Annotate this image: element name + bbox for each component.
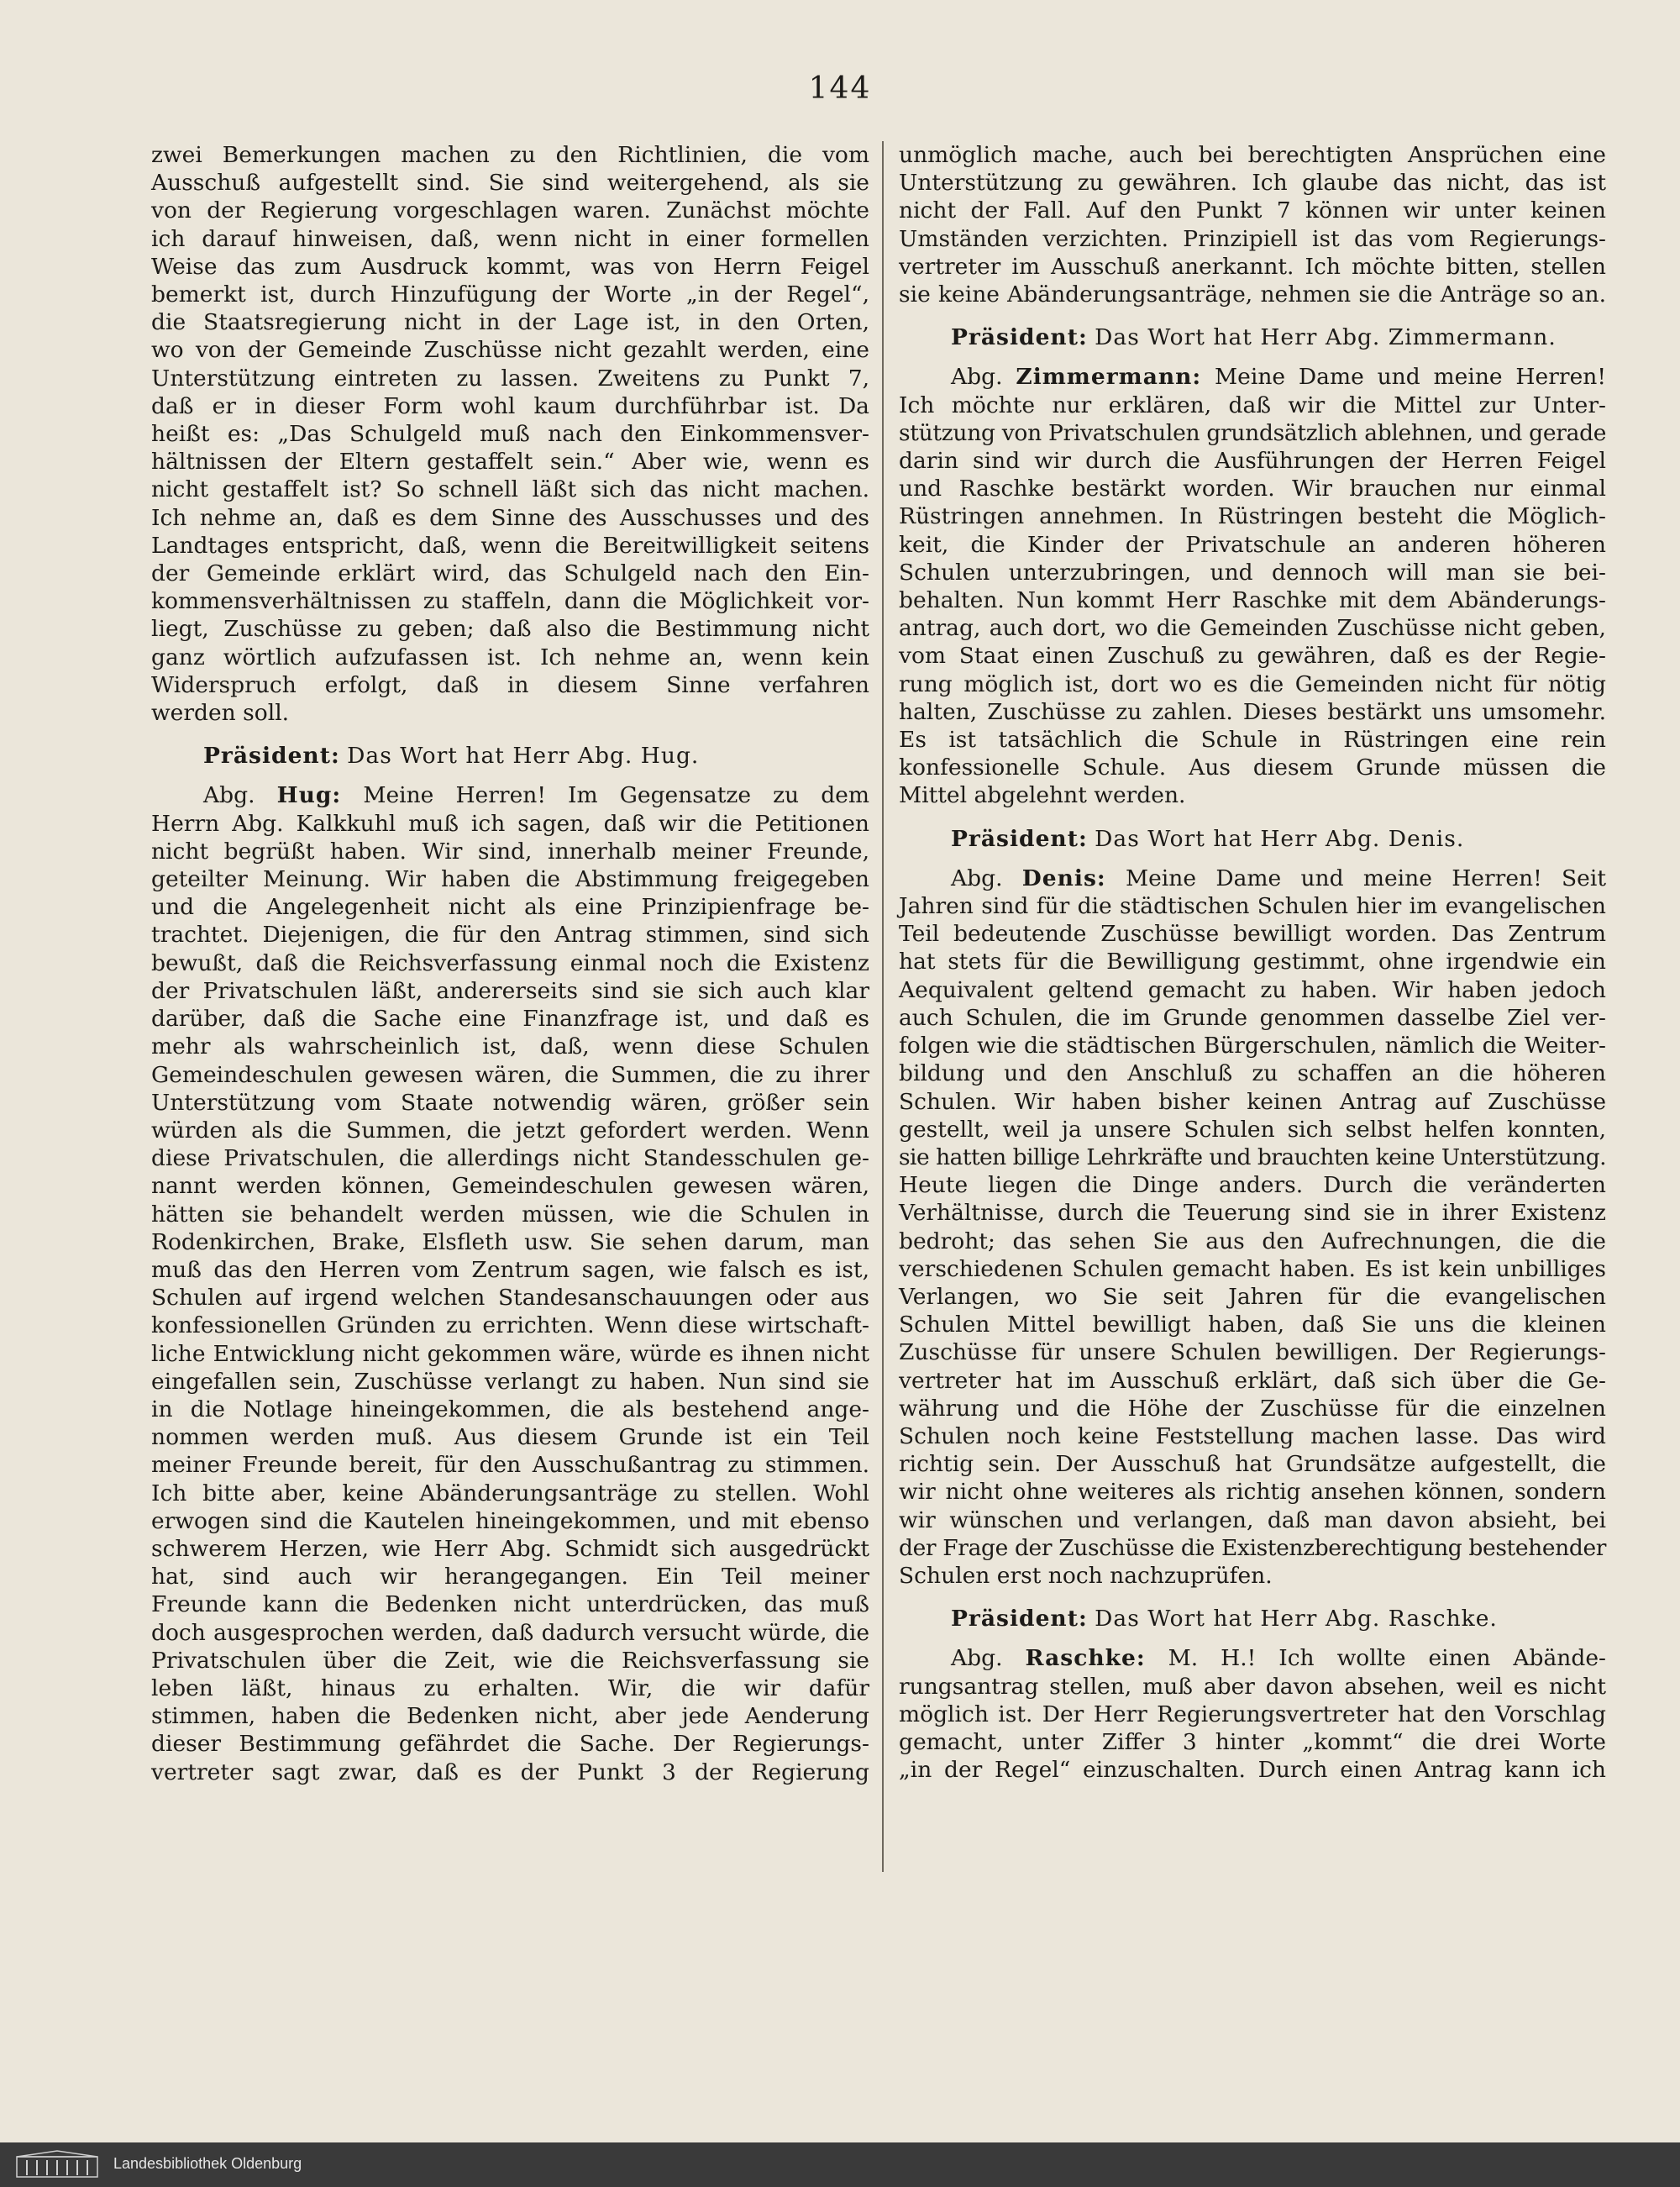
text-line: vertreter hat im Ausschuß erklärt, daß sich über die Ge- — [899, 1367, 1606, 1394]
speaker-heading — [899, 1605, 1606, 1632]
text-line: schwerem Herzen, wie Herr Abg. Schmidt sich ausgedrückt — [151, 1535, 869, 1562]
text-line: daß er in dieser Form wohl kaum durchführbar ist. Da — [151, 392, 869, 419]
text-line: nicht begrüßt haben. Wir sind, innerhalb meiner Freunde, — [151, 838, 869, 865]
text-line: liche Entwicklung nicht gekommen wäre, würde es ihnen nicht — [151, 1340, 869, 1367]
text-line: behalten. Nun kommt Herr Raschke mit dem Abänderungs- — [899, 587, 1606, 614]
text-line: erwogen sind die Kautelen hineingekommen, und mit ebenso — [151, 1507, 869, 1534]
text-line: sie keine Abänderungsanträge, nehmen sie die Anträge so an. — [899, 281, 1606, 308]
text-line: bemerkt ist, durch Hinzufügung der Worte „in der Regel“, — [151, 281, 869, 308]
right-paragraph-4 — [899, 1644, 1606, 1784]
text-line: wir nicht ohne weiteres als richtig ansehen können, sondern — [899, 1479, 1606, 1506]
text-fragment: M. H.! Ich wollte einen Abände- — [1168, 1645, 1606, 1672]
text-line: doch ausgesprochen werden, daß dadurch versucht würde, die — [151, 1619, 869, 1646]
abg-label: Abg. — [951, 1645, 1003, 1672]
text-line: darüber, daß die Sache eine Finanzfrage ist, und daß es — [151, 1006, 869, 1033]
text-line: hätten sie behandelt werden müssen, wie die Schulen in — [151, 1201, 869, 1228]
text-line: Jahren sind für die städtischen Schulen hier im evangelischen — [899, 893, 1606, 920]
right-column — [899, 141, 1606, 1784]
text-line: Verhältnisse, durch die Teuerung sind sie in ihrer Existenz — [899, 1200, 1606, 1227]
text-fragment: Meine Dame und meine Herren! Seit — [1125, 865, 1606, 891]
text-line: konfessionelle Schule. Aus diesem Grunde müssen die — [899, 754, 1606, 781]
text-fragment: Meine Herren! Im Gegensatze zu dem — [363, 782, 869, 809]
text-line: keit, die Kinder der Privatschule an anderen höheren — [899, 531, 1606, 558]
text-line: nicht der Fall. Auf den Punkt 7 können wir unter keinen — [899, 197, 1606, 224]
speaker-heading — [899, 825, 1606, 853]
speaker-name: Zimmermann: — [1016, 364, 1202, 391]
text-line: unmöglich mache, auch bei berechtigten Ansprüchen eine — [899, 142, 1606, 168]
text-line: eingefallen sein, Zuschüsse verlangt zu haben. Nun sind sie — [151, 1368, 869, 1395]
speaker-tag: Präsident: — [951, 1606, 1088, 1632]
text-line: Freunde kann die Bedenken nicht unterdrücken, das muß — [151, 1591, 869, 1618]
text-line: ganz wörtlich aufzufassen ist. Ich nehme an, wenn kein — [151, 644, 869, 670]
text-line: Unterstützung zu gewähren. Ich glaube das nicht, das ist — [899, 170, 1606, 197]
text-line: nannt werden können, Gemeindeschulen gewesen wären, — [151, 1173, 869, 1200]
text-line: meiner Freunde bereit, für den Ausschußantrag zu stimmen. — [151, 1452, 869, 1479]
text-line: vertreter sagt zwar, daß es der Punkt 3 der Regierung — [151, 1759, 869, 1785]
text-line: bedroht; das sehen Sie aus den Aufrechnungen, die die — [899, 1228, 1606, 1254]
text-line: verschiedenen Schulen gemacht haben. Es ist kein unbilliges — [899, 1255, 1606, 1282]
text-line: stützung von Privatschulen grundsätzlich ablehnen, und gerade — [899, 419, 1607, 446]
text-line: Ich bitte aber, keine Abänderungsanträge zu stellen. Wohl — [151, 1480, 869, 1506]
text-line: bildung und den Anschluß zu schaffen an die höheren — [899, 1060, 1606, 1087]
speaker-text: Das Wort hat Herr Abg. Zimmermann. — [1095, 324, 1557, 351]
text-line: währung und die Höhe der Zuschüsse für die einzelnen — [899, 1395, 1606, 1422]
text-line: darin sind wir durch die Ausführungen der Herren Feigel — [899, 448, 1606, 475]
text-line: Landtages entspricht, daß, wenn die Bereitwilligkeit seitens — [151, 532, 869, 559]
text-line: Unterstützung vom Staate notwendig wären, größer sein — [151, 1089, 869, 1116]
text-line: von der Regierung vorgeschlagen waren. Zunächst möchte — [151, 197, 869, 224]
page-number: 144 — [808, 71, 872, 106]
text-line: geteilter Meinung. Wir haben die Abstimmung freigegeben — [151, 866, 869, 893]
text-line: Aequivalent geltend gemacht zu haben. Wir haben jedoch — [899, 976, 1606, 1003]
library-footer — [0, 2142, 1680, 2187]
speaker-tag: Präsident: — [951, 324, 1088, 351]
speaker-text: Das Wort hat Herr Abg. Hug. — [347, 743, 700, 770]
text-line: Unterstützung eintreten zu lassen. Zweitens zu Punkt 7, — [151, 365, 869, 392]
text-line: gemacht, unter Ziffer 3 hinter „kommt“ die drei Worte — [899, 1728, 1606, 1755]
text-line: der Gemeinde erklärt wird, das Schulgeld nach den Ein- — [151, 560, 869, 587]
text-line: möglich ist. Der Herr Regierungsvertreter hat den Vorschlag — [899, 1701, 1606, 1727]
text-line — [899, 865, 1606, 892]
text-line: und Raschke bestärkt worden. Wir brauchen nur einmal — [899, 476, 1606, 502]
text-line: sie hatten billige Lehrkräfte und brauchten keine Unterstützung. — [899, 1143, 1606, 1170]
right-paragraph-3 — [899, 865, 1606, 1590]
text-line: nicht gestaffelt ist? So schnell läßt sich das nicht machen. — [151, 476, 869, 503]
text-line: rung möglich ist, dort wo es die Gemeinden nicht für nötig — [899, 670, 1606, 697]
abg-label: Abg. — [203, 782, 255, 809]
text-line: leben läßt, hinaus zu erhalten. Wir, die wir dafür — [151, 1674, 869, 1701]
left-column — [151, 141, 869, 1786]
speaker-tag: Präsident: — [951, 825, 1088, 852]
text-line: trachtet. Diejenigen, die für den Antrag stimmen, sind sich — [151, 922, 869, 949]
text-line: Ich nehme an, daß es dem Sinne des Ausschusses und des — [151, 504, 869, 531]
text-line: Schulen auf irgend welchen Standesanschauungen oder aus — [151, 1285, 869, 1312]
text-line: Widerspruch erfolgt, daß in diesem Sinne verfahren — [151, 671, 869, 698]
text-line: Schulen noch keine Feststellung machen lasse. Das wird — [899, 1422, 1606, 1449]
text-line: kommensverhältnissen zu staffeln, dann die Möglichkeit vor- — [151, 588, 869, 615]
text-line: Schulen unterzubringen, und dennoch will man sie bei- — [899, 559, 1606, 586]
library-name[interactable]: Landesbibliothek Oldenburg — [113, 2155, 302, 2172]
text-line: hat stets für die Bewilligung gestimmt, ohne irgendwie ein — [899, 949, 1606, 975]
text-line: liegt, Zuschüsse zu geben; daß also die Bestimmung nicht — [151, 616, 869, 643]
text-line: Herrn Abg. Kalkkuhl muß ich sagen, daß wir die Petitionen — [151, 810, 869, 837]
speaker-text: Das Wort hat Herr Abg. Denis. — [1095, 825, 1465, 852]
text-line — [151, 781, 869, 809]
text-line: konfessionellen Gründen zu errichten. Wenn diese wirtschaft- — [151, 1312, 869, 1339]
text-line: Umständen verzichten. Prinzipiell ist das vom Regierungs- — [899, 225, 1606, 252]
speaker-name: Hug: — [276, 782, 342, 809]
text-line: stimmen, haben die Bedenken nicht, aber jede Aenderung — [151, 1703, 869, 1730]
text-line: Ich möchte nur erklären, daß wir die Mittel zur Unter- — [899, 392, 1606, 418]
text-line: „in der Regel“ einzuschalten. Durch einen Antrag kann ich — [899, 1757, 1606, 1784]
text-line: dieser Bestimmung gefährdet die Sache. Der Regierungs- — [151, 1731, 869, 1758]
text-line: in die Notlage hineingekommen, die als bestehend ange- — [151, 1396, 869, 1422]
text-line: Schulen erst noch nachzuprüfen. — [899, 1562, 1273, 1589]
text-line: Rodenkirchen, Brake, Elsfleth usw. Sie sehen darum, man — [151, 1228, 869, 1255]
column-divider — [882, 141, 884, 1872]
text-fragment: Meine Dame und meine Herren! — [1215, 364, 1606, 391]
text-line — [899, 1644, 1606, 1672]
speaker-text: Das Wort hat Herr Abg. Raschke. — [1095, 1606, 1498, 1632]
text-line: vom Staat einen Zuschuß zu gewähren, daß es der Regie- — [899, 643, 1606, 670]
text-line: Heute liegen die Dinge anders. Durch die veränderten — [899, 1172, 1606, 1199]
text-line: nommen werden muß. Aus diesem Grunde ist ein Teil — [151, 1424, 869, 1451]
speaker-name: Denis: — [1021, 865, 1106, 891]
text-line: vertreter im Ausschuß anerkannt. Ich möchte bitten, stellen — [899, 253, 1606, 280]
abg-label: Abg. — [951, 364, 1003, 391]
text-line: folgen wie die städtischen Bürgerschulen, nämlich die Weiter- — [899, 1033, 1606, 1059]
text-line: diese Privatschulen, die allerdings nicht Standesschulen ge- — [151, 1145, 869, 1172]
text-line: Zuschüsse für unsere Schulen bewilligen. Der Regierungs- — [899, 1339, 1606, 1366]
text-line: Privatschulen über die Zeit, wie die Reichsverfassung sie — [151, 1647, 869, 1674]
text-line: und die Angelegenheit nicht als eine Prinzipienfrage be- — [151, 894, 869, 921]
text-line: Verlangen, wo Sie seit Jahren für die evangelischen — [899, 1283, 1606, 1310]
text-line: heißt es: „Das Schulgeld muß nach den Einkommensver- — [151, 421, 869, 448]
text-line: wo von der Gemeinde Zuschüsse nicht gezahlt werden, eine — [151, 337, 869, 364]
text-line: die Staatsregierung nicht in der Lage ist, in den Orten, — [151, 309, 869, 336]
text-line: wir wünschen und verlangen, daß man davon absieht, bei — [899, 1506, 1606, 1533]
text-line: Schulen. Wir haben bisher keinen Antrag auf Zuschüsse — [899, 1088, 1606, 1115]
text-line: Gemeindeschulen gewesen wären, die Summen, die zu ihrer — [151, 1061, 869, 1088]
speaker-name: Raschke: — [1025, 1645, 1146, 1672]
left-paragraph-1 — [151, 141, 869, 727]
right-paragraph-2 — [899, 363, 1606, 809]
text-line: werden soll. — [151, 700, 290, 727]
text-line: richtig sein. Der Ausschuß hat Grundsätze aufgestellt, die — [899, 1451, 1606, 1478]
text-line: Schulen Mittel bewilligt haben, daß Sie uns die kleinen — [899, 1312, 1606, 1338]
text-line: muß das den Herren vom Zentrum sagen, wie falsch es ist, — [151, 1256, 869, 1283]
left-paragraph-2 — [151, 781, 869, 1785]
text-line: Rüstringen annehmen. In Rüstringen besteht die Möglich- — [899, 503, 1606, 530]
text-line: Ausschuß aufgestellt sind. Sie sind weitergehend, als sie — [151, 170, 869, 197]
text-line: Mittel abgelehnt werden. — [899, 782, 1186, 809]
text-line: Teil bedeutende Zuschüsse bewilligt worden. Das Zentrum — [899, 921, 1606, 948]
text-line: hältnissen der Eltern gestaffelt sein.“ Aber wie, wenn es — [151, 449, 869, 476]
text-line: Weise das zum Ausdruck kommt, was von Herrn Feigel — [151, 253, 869, 280]
text-line: rungsantrag stellen, muß aber davon absehen, weil es nicht — [899, 1673, 1606, 1700]
text-line: zwei Bemerkungen machen zu den Richtlinien, die vom — [151, 142, 869, 168]
text-line: hat, sind auch wir herangegangen. Ein Teil meiner — [151, 1564, 869, 1590]
text-line: antrag, auch dort, wo die Gemeinden Zuschüsse nicht geben, — [899, 615, 1606, 642]
text-line: ich darauf hinweisen, daß, wenn nicht in einer formellen — [151, 225, 869, 252]
speaker-heading — [899, 323, 1606, 351]
text-line: auch Schulen, die im Grunde genommen dasselbe Ziel ver- — [899, 1004, 1606, 1031]
text-line: bewußt, daß die Reichsverfassung einmal noch die Existenz — [151, 949, 869, 976]
library-building-icon — [15, 2150, 99, 2179]
text-line: gestellt, weil ja unsere Schulen sich selbst helfen konnten, — [899, 1116, 1606, 1143]
text-line — [899, 363, 1606, 391]
abg-label: Abg. — [951, 865, 1003, 891]
text-line: halten, Zuschüsse zu zahlen. Dieses bestärkt uns umsomehr. — [899, 698, 1606, 725]
speaker-heading — [151, 742, 869, 770]
speaker-tag: Präsident: — [203, 743, 340, 770]
text-line: mehr als wahrscheinlich ist, daß, wenn diese Schulen — [151, 1033, 869, 1060]
text-line: der Frage der Zuschüsse die Existenzberechtigung bestehender — [899, 1534, 1607, 1561]
text-line: Es ist tatsächlich die Schule in Rüstringen eine rein — [899, 727, 1606, 754]
text-line: der Privatschulen läßt, andererseits sind sie sich auch klar — [151, 977, 869, 1004]
right-paragraph-1 — [899, 141, 1606, 308]
text-line: würden als die Summen, die jetzt gefordert werden. Wenn — [151, 1117, 869, 1143]
